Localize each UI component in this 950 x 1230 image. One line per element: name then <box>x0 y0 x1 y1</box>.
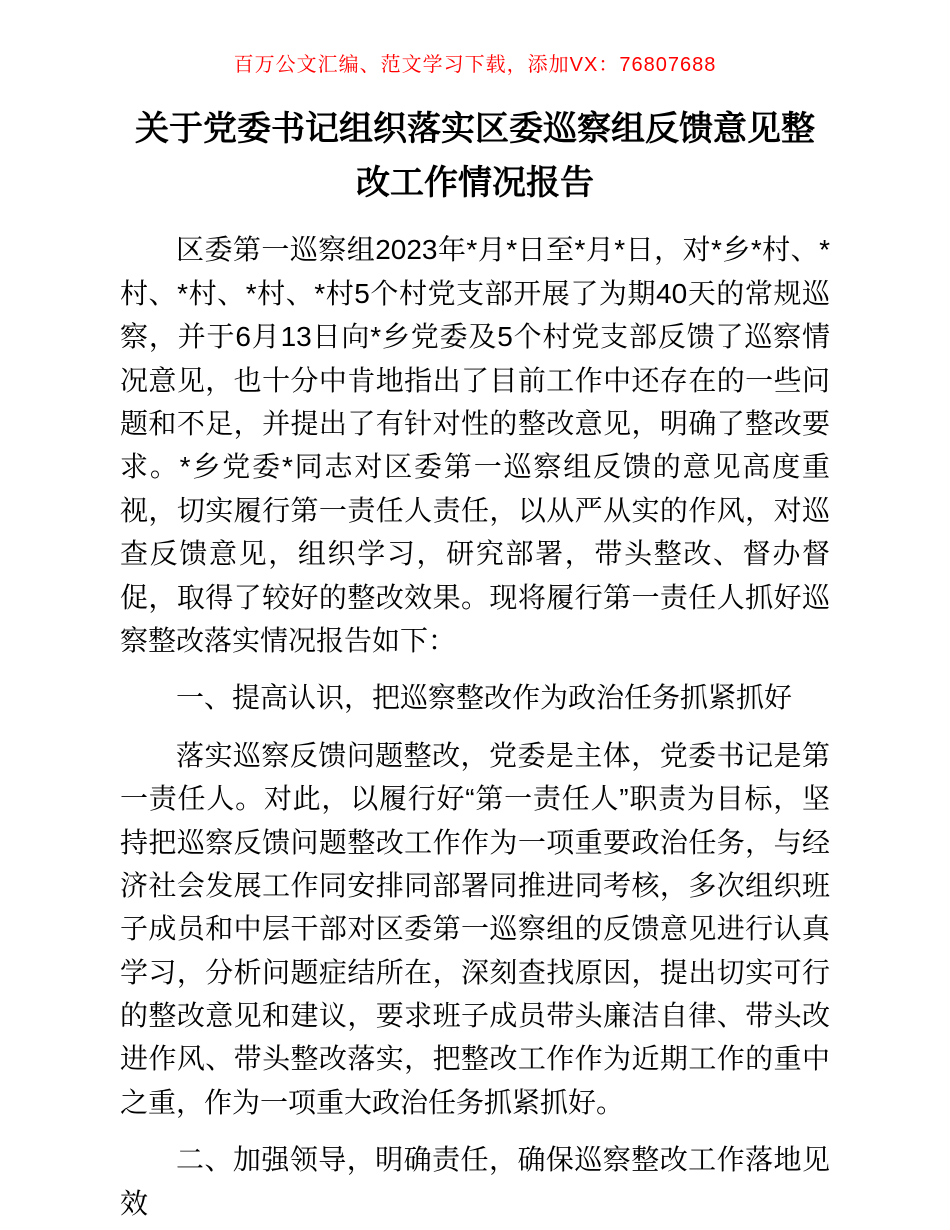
page-title: 关于党委书记组织落实区委巡察组反馈意见整改工作情况报告 <box>135 110 815 202</box>
promo-banner-text: 百万公文汇编、范文学习下载，添加VX：76807688 <box>233 54 717 76</box>
document-body <box>120 228 830 1225</box>
section-heading: 二、加强领导，明确责任，确保巡察整改工作落地见效 <box>120 1144 830 1219</box>
body-paragraph: 落实巡察反馈问题整改，党委是主体，党委书记是第一责任人。对此，以履行好“第一责任人”职责为目标，坚持把巡察反馈问题整改工作作为一项重要政治任务，与经济社会发展工作同安排同部署同推进同考核，多次组织班子成员和中层干部对区委第一巡察组的反馈意见进行认真学习，分析问题症结所在，深刻查找原因，提出切实可行的整改意见和建议，要求班子成员带头廉洁自律、带头改进作风、带头整改落实，把整改工作作为近期工作的重中之重，作为一项重大政治任务抓紧抓好。 <box>120 739 830 1118</box>
body-paragraph: 区委第一巡察组2023年*月*日至*月*日，对*乡*村、*村、*村、*村、*村5个村党支部开展了为期40天的常规巡察，并于6月13日向*乡党委及5个村党支部反馈了巡察情况意见，也十分中肯地指出了目前工作中还存在的一些问题和不足，并提出了有针对性的整改意见，明确了整改要求。*乡党委*同志对区委第一巡察组反馈的意见高度重视，切实履行第一责任人责任，以从严从实的作风，对巡查反馈意见，组织学习，研究部署，带头整改、督办督促，取得了较好的整改效果。现将履行第一责任人抓好巡察整改落实情况报告如下： <box>120 234 830 656</box>
section-heading: 一、提高认识，把巡察整改作为政治任务抓紧抓好 <box>176 682 793 714</box>
